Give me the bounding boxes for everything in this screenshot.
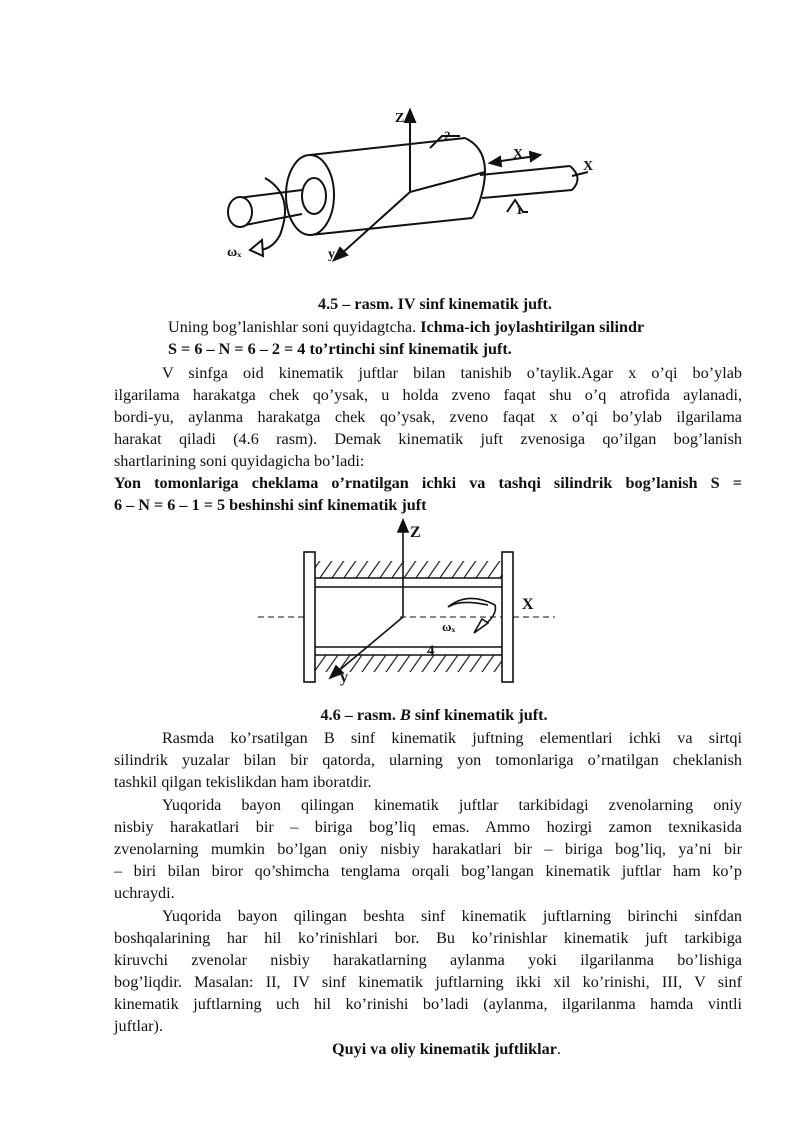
fig2-axis-x: X — [522, 596, 534, 613]
caption-4-6 — [0, 704, 800, 726]
figure-4-6 — [250, 515, 560, 690]
fig1-link-1: 1 — [516, 202, 523, 217]
fig2-axis-y: y — [340, 669, 348, 686]
bond-count-line — [168, 316, 768, 338]
para2-line-1: silindrik yuzalar bilan bir qatorda, ularning yon tomonlariga o’rnatilgan cheklanish — [114, 751, 742, 769]
bold-heading-line-1: 6 – N = 6 – 1 = 5 beshinshi sinf kinematik juft — [114, 496, 427, 514]
para3-line-2: zvenolarning mumkin bo’lgan oniy nisbiy harakatlari bir – biriga bog’liq, ya’ni bir — [114, 840, 742, 858]
caption2-pre: 4.6 – rasm. — [320, 706, 401, 724]
para1-line-4: shartlarining soni quyidagicha bo’ladi: — [114, 452, 365, 470]
para3-line-4: uchraydi. — [114, 884, 175, 902]
para1-line-0: V sinfga oid kinematik juftlar bilan tanishib o’taylik.Agar x o’qi bo’ylab — [162, 364, 742, 382]
caption-4-5: 4.5 – rasm. IV sinf kinematik juft. — [318, 295, 552, 313]
figure-4-5 — [210, 100, 610, 270]
para3-line-0: Yuqorida bayon qilingan kinematik juftlar tarkibidagi zvenolarning oniy — [162, 796, 742, 814]
para4-line-3: bog’liqdir. Masalan: II, IV sinf kinematik juftlarning ikki xil ko’rinishi, III, V sinf — [114, 973, 742, 991]
fig2-axis-z: Z — [410, 524, 421, 541]
caption2-italic: B — [400, 706, 411, 724]
bond-count-text: Uning bog’lanishlar soni quyidagtcha. — [168, 318, 421, 336]
para2-line-0: Rasmda ko’rsatilgan B sinf kinematik juftning elementlari ichki va sirtqi — [162, 729, 742, 747]
fig2-link-4: 4 — [427, 643, 435, 659]
para4-line-2: kiruvchi zvenolar nisbiy harakatlarning aylanma yoki ilgarilanma bo’lishiga — [114, 951, 742, 969]
fig1-omega: ωₓ — [227, 245, 242, 260]
para4-line-5: juftlar). — [114, 1017, 163, 1035]
fig1-x-arrow-label: X — [513, 147, 524, 162]
fig1-axis-x: X — [583, 159, 594, 174]
para1-line-1: ilgarilama harakatga chek qo’ysak, u holda zveno faqat shu o’q atrofida aylanadi, — [114, 386, 742, 404]
para2-line-2: tashkil qilgan tekislikdan ham iboratdir. — [114, 773, 372, 791]
bold-heading-line-0: Yon tomonlariga cheklama o’rnatilgan ichki va tashqi silindrik bog’lanish S = — [114, 474, 742, 492]
final-heading-line — [0, 1038, 800, 1060]
final-heading: Quyi va oliy kinematik juftliklar — [332, 1040, 557, 1058]
fig2-omega: ωₓ — [442, 619, 456, 634]
fig1-link-2: 2 — [444, 128, 451, 143]
para3-line-1: nisbiy harakatlari bir – biriga bog’liq emas. Ammo hozirgi zamon texnikasida — [114, 818, 742, 836]
para4-line-1: boshqalarining har hil ko’rinishlari bor. Bu ko’rinishlar kinematik juft tarkibiga — [114, 929, 742, 947]
para3-line-3: – biri bilan biror qo’shimcha tenglama orqali bog’langan kinematik juftlar ham ko’p — [114, 862, 742, 880]
caption2-post: sinf kinematik juft. — [410, 706, 548, 724]
final-heading-dot: . — [556, 1040, 561, 1058]
fig1-axis-z: Z — [395, 111, 405, 126]
para1-line-2: bordi-yu, aylanma harakatga chek qo’ysak, zveno faqat x o’qi bo’ylab ilgarilama — [114, 408, 742, 426]
para4-line-4: kinematik juftlarning uch hil ko’rinishi bo’ladi (aylanma, ilgarilanma hamda vintli — [114, 995, 742, 1013]
para1-line-3: harakat qiladi (4.6 rasm). Demak kinematik juft zvenosiga qo’ilgan bog’lanish — [114, 430, 742, 448]
para4-line-0: Yuqorida bayon qilingan beshta sinf kinematik juftlarning birinchi sinfdan — [162, 907, 742, 925]
formula-line: S = 6 – N = 6 – 2 = 4 to’rtinchi sinf kinematik juft. — [168, 340, 512, 358]
fig1-axis-y: y — [328, 247, 335, 262]
bond-count-bold: Ichma-ich joylashtirilgan silindr — [420, 318, 645, 336]
